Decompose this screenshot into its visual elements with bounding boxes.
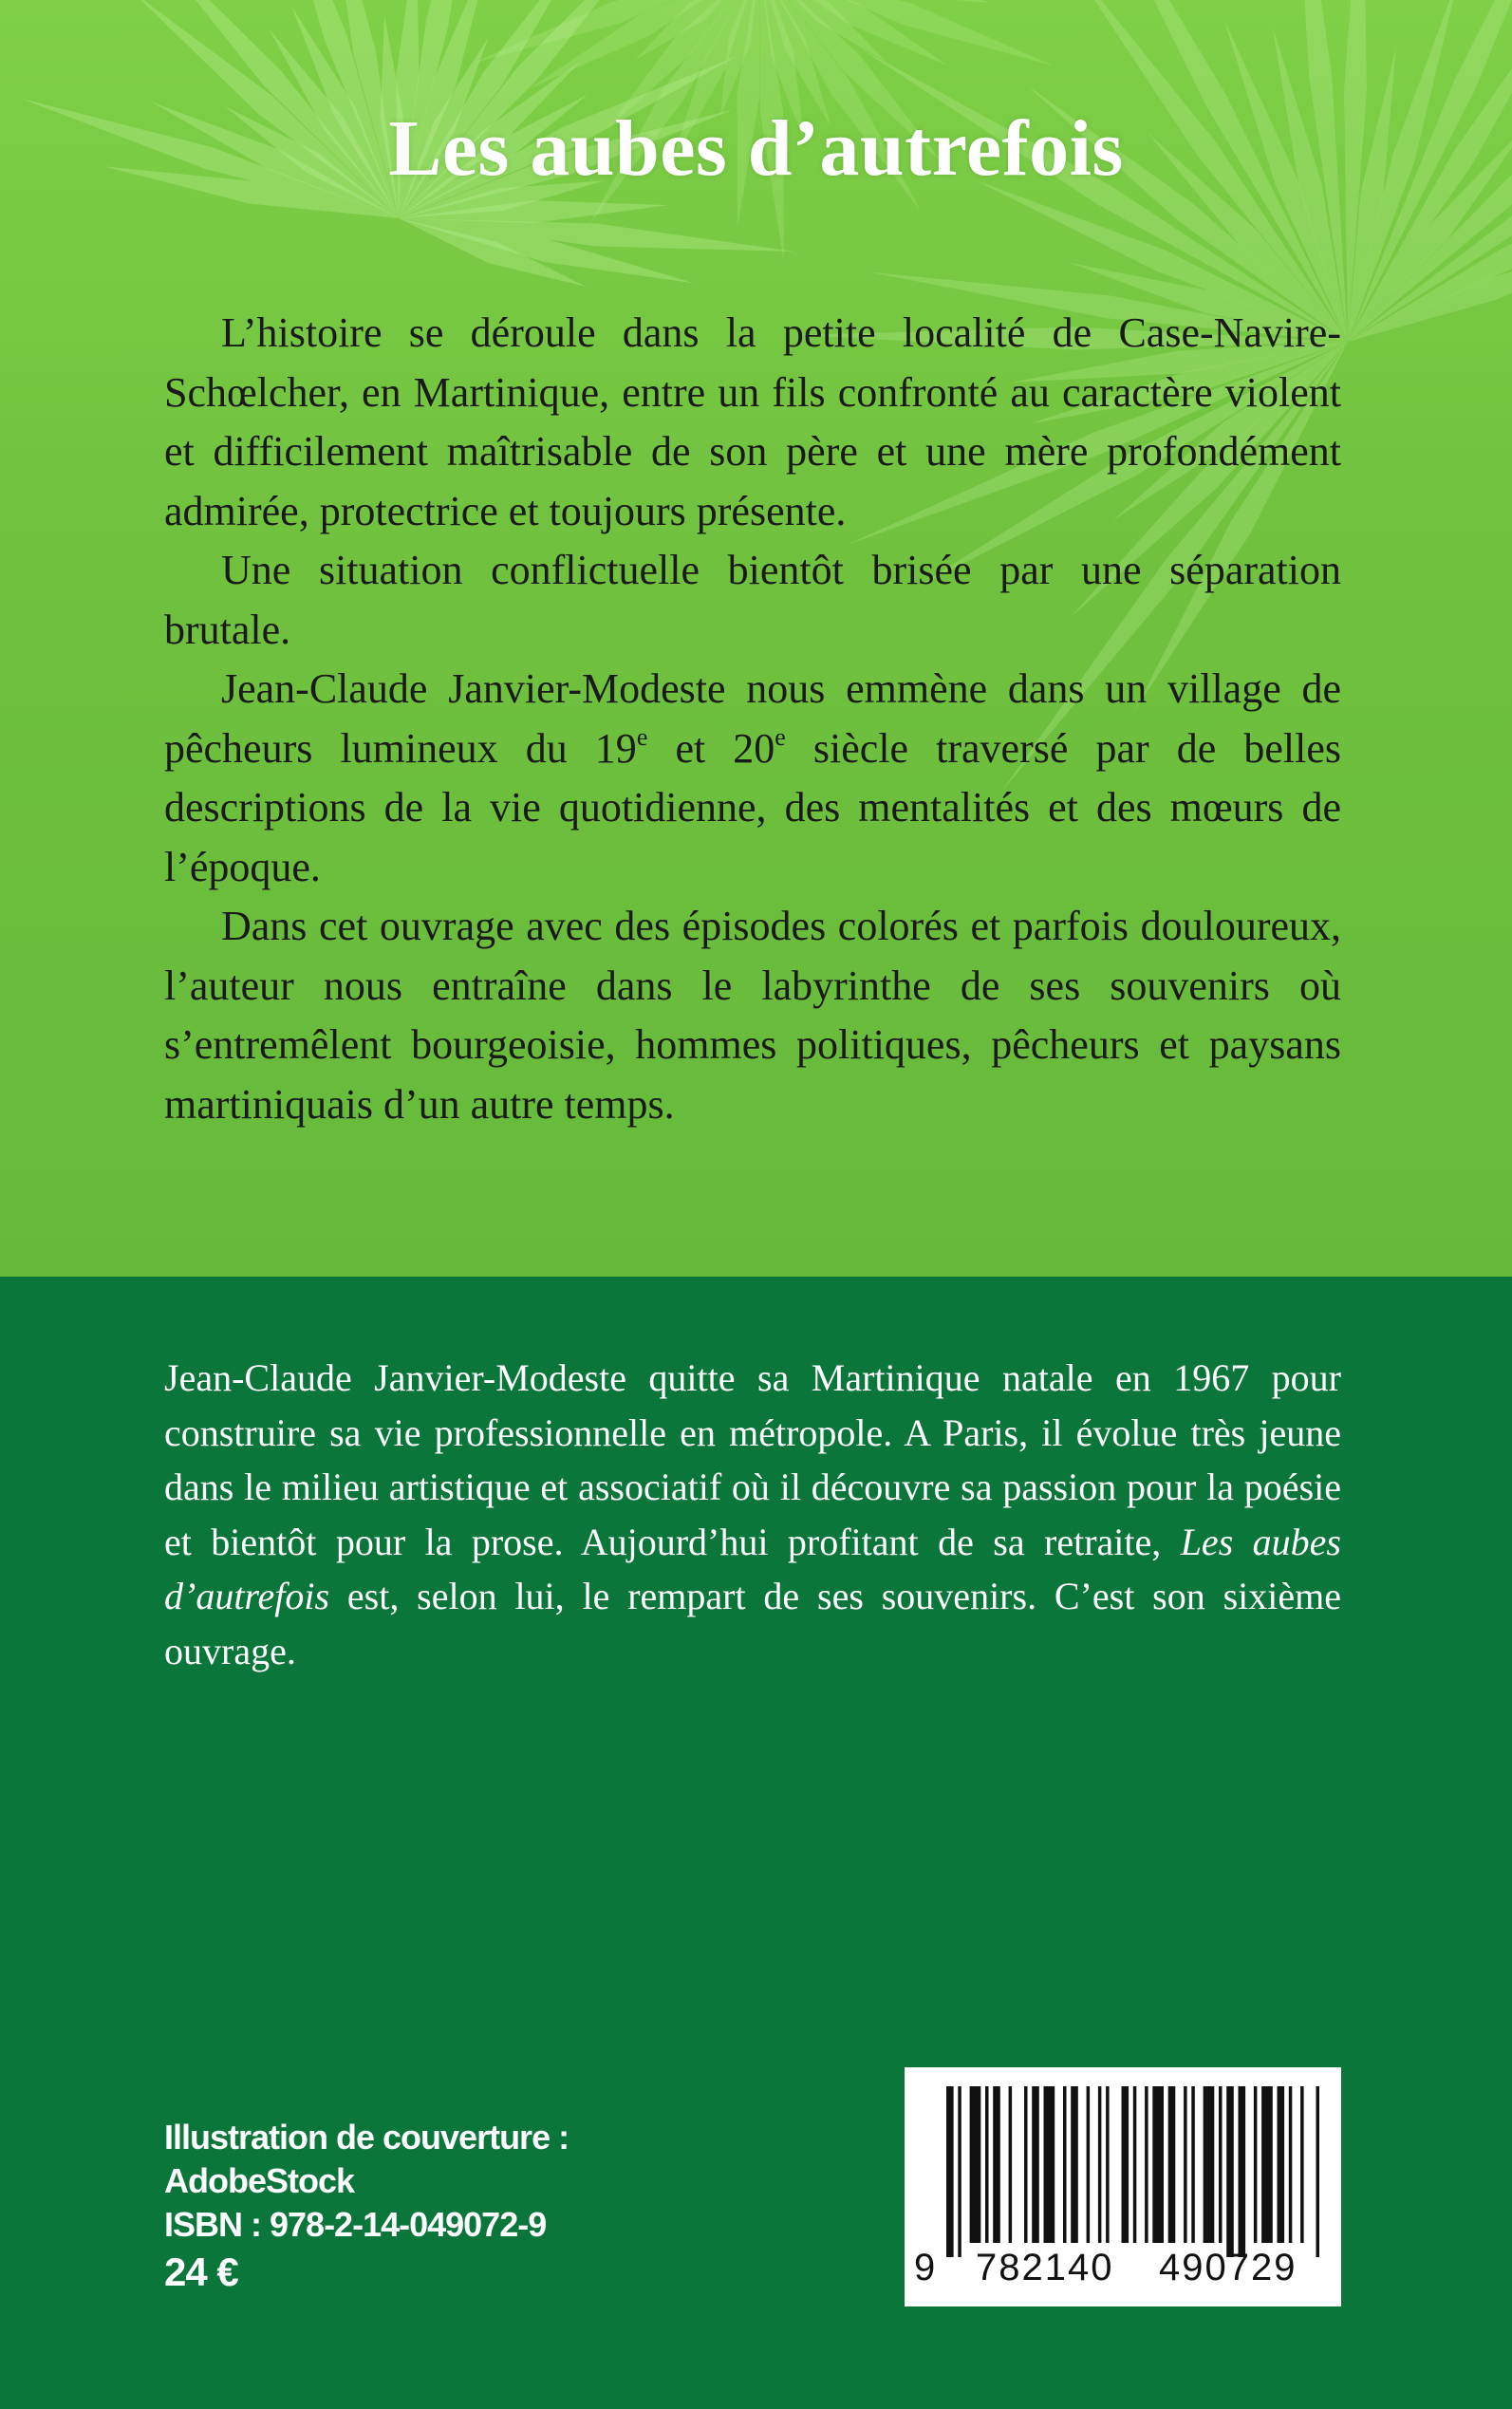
barcode-bar — [1032, 2086, 1039, 2243]
barcode-bar — [1316, 2086, 1320, 2257]
barcode-digits — [905, 2247, 1341, 2294]
barcode-bar — [958, 2086, 961, 2257]
barcode-bar — [1152, 2086, 1164, 2243]
synopsis-p3-text-a: Jean-Claude Janvier-Modeste nous emmène dans un village de pêcheurs lumineux du 19 — [164, 665, 1341, 772]
bio-text-b: est, selon lui, le rempart de ses souvenirs. C’est son sixième ouvrage. — [164, 1575, 1341, 1672]
synopsis-paragraph-3 — [164, 660, 1341, 897]
author-bio — [164, 1351, 1341, 1678]
synopsis-p3-text-c: siècle traversé par de belles descriptions de la vie quotidienne, des mentalités et des mœurs de l’époque. — [164, 724, 1341, 890]
barcode-bar — [1122, 2086, 1129, 2243]
bio-text-a: Jean-Claude Janvier-Modeste quitte sa Martinique natale en 1967 pour construire sa vie professionnelle en métropole. A Paris, il évolue très jeune dans le milieu artistique et associatif où il découvre sa passion pour la poésie et bientôt pour la prose. Aujourd’hui profitant de sa retraite, — [164, 1356, 1341, 1563]
illustration-source: AdobeStock — [164, 2161, 355, 2200]
barcode-bar — [1071, 2086, 1078, 2243]
barcode-digit-first: 9 — [914, 2247, 936, 2288]
barcode-bar — [1168, 2086, 1176, 2243]
synopsis-paragraph-4: Dans cet ouvrage avec des épisodes colorés et parfois douloureux, l’auteur nous entraîne dans le labyrinthe de ses souvenirs où s’entremêlent bourgeoisie, hommes politiques, pêcheurs et paysans martiniquais d’un autre temps. — [164, 903, 1341, 1128]
barcode-bar — [1226, 2086, 1234, 2257]
book-title: Les aubes d’autrefois — [388, 104, 1124, 193]
barcode-bar — [970, 2086, 981, 2243]
barcode-bar — [1254, 2086, 1258, 2243]
price-text: 24 € — [164, 2250, 238, 2294]
barcode-bar — [1219, 2086, 1223, 2243]
barcode-digits-right: 490729 — [1159, 2247, 1297, 2288]
barcode-bar — [1106, 2086, 1110, 2243]
barcode-bar — [1239, 2086, 1246, 2257]
barcode-bar — [1289, 2086, 1293, 2243]
barcode-bar — [946, 2086, 954, 2257]
barcode-bar — [1133, 2086, 1137, 2243]
barcode-bar — [993, 2086, 1000, 2243]
barcode-bar — [1191, 2086, 1195, 2243]
synopsis-p3-text-b: et 20 — [647, 724, 775, 772]
author-bio-paragraph — [164, 1351, 1341, 1678]
isbn-text: ISBN : 978-2-14-049072-9 — [164, 2205, 547, 2244]
barcode-bar — [1024, 2086, 1028, 2243]
synopsis-paragraph-2: Une situation conflictuelle bientôt brisée par une séparation brutale. — [164, 547, 1341, 653]
barcode-bar — [1098, 2086, 1102, 2243]
barcode-bar — [985, 2086, 989, 2243]
synopsis-paragraph-1: L’histoire se déroule dans la petite localité de Case-Navire-Schœlcher, en Martinique, entre un fils confronté au caractère violent et difficilement maîtrisable de son père et une mère profondément admirée, protectrice et toujours présente. — [164, 309, 1341, 534]
barcode-bar — [1204, 2086, 1215, 2243]
superscript-e: e — [775, 722, 786, 751]
barcode-bar — [1009, 2086, 1013, 2243]
barcode-bar — [1044, 2086, 1055, 2243]
superscript-e: e — [636, 722, 648, 751]
synopsis-block — [164, 304, 1341, 1134]
illustration-label: Illustration de couverture : — [164, 2118, 569, 2157]
barcode-digits-left: 782140 — [976, 2247, 1114, 2288]
barcode-bar — [1261, 2086, 1273, 2243]
barcode-bar — [1278, 2086, 1285, 2243]
barcode-bar — [1087, 2086, 1091, 2243]
isbn-barcode — [905, 2067, 1341, 2306]
barcode-bar — [1184, 2086, 1187, 2243]
barcode-bar — [1145, 2086, 1148, 2243]
barcode-bar — [1300, 2086, 1304, 2243]
bio-book-title-italic: Les aubes d’autrefois — [164, 1520, 1342, 1617]
barcode-bar — [1063, 2086, 1067, 2243]
credits-block — [164, 2116, 569, 2294]
